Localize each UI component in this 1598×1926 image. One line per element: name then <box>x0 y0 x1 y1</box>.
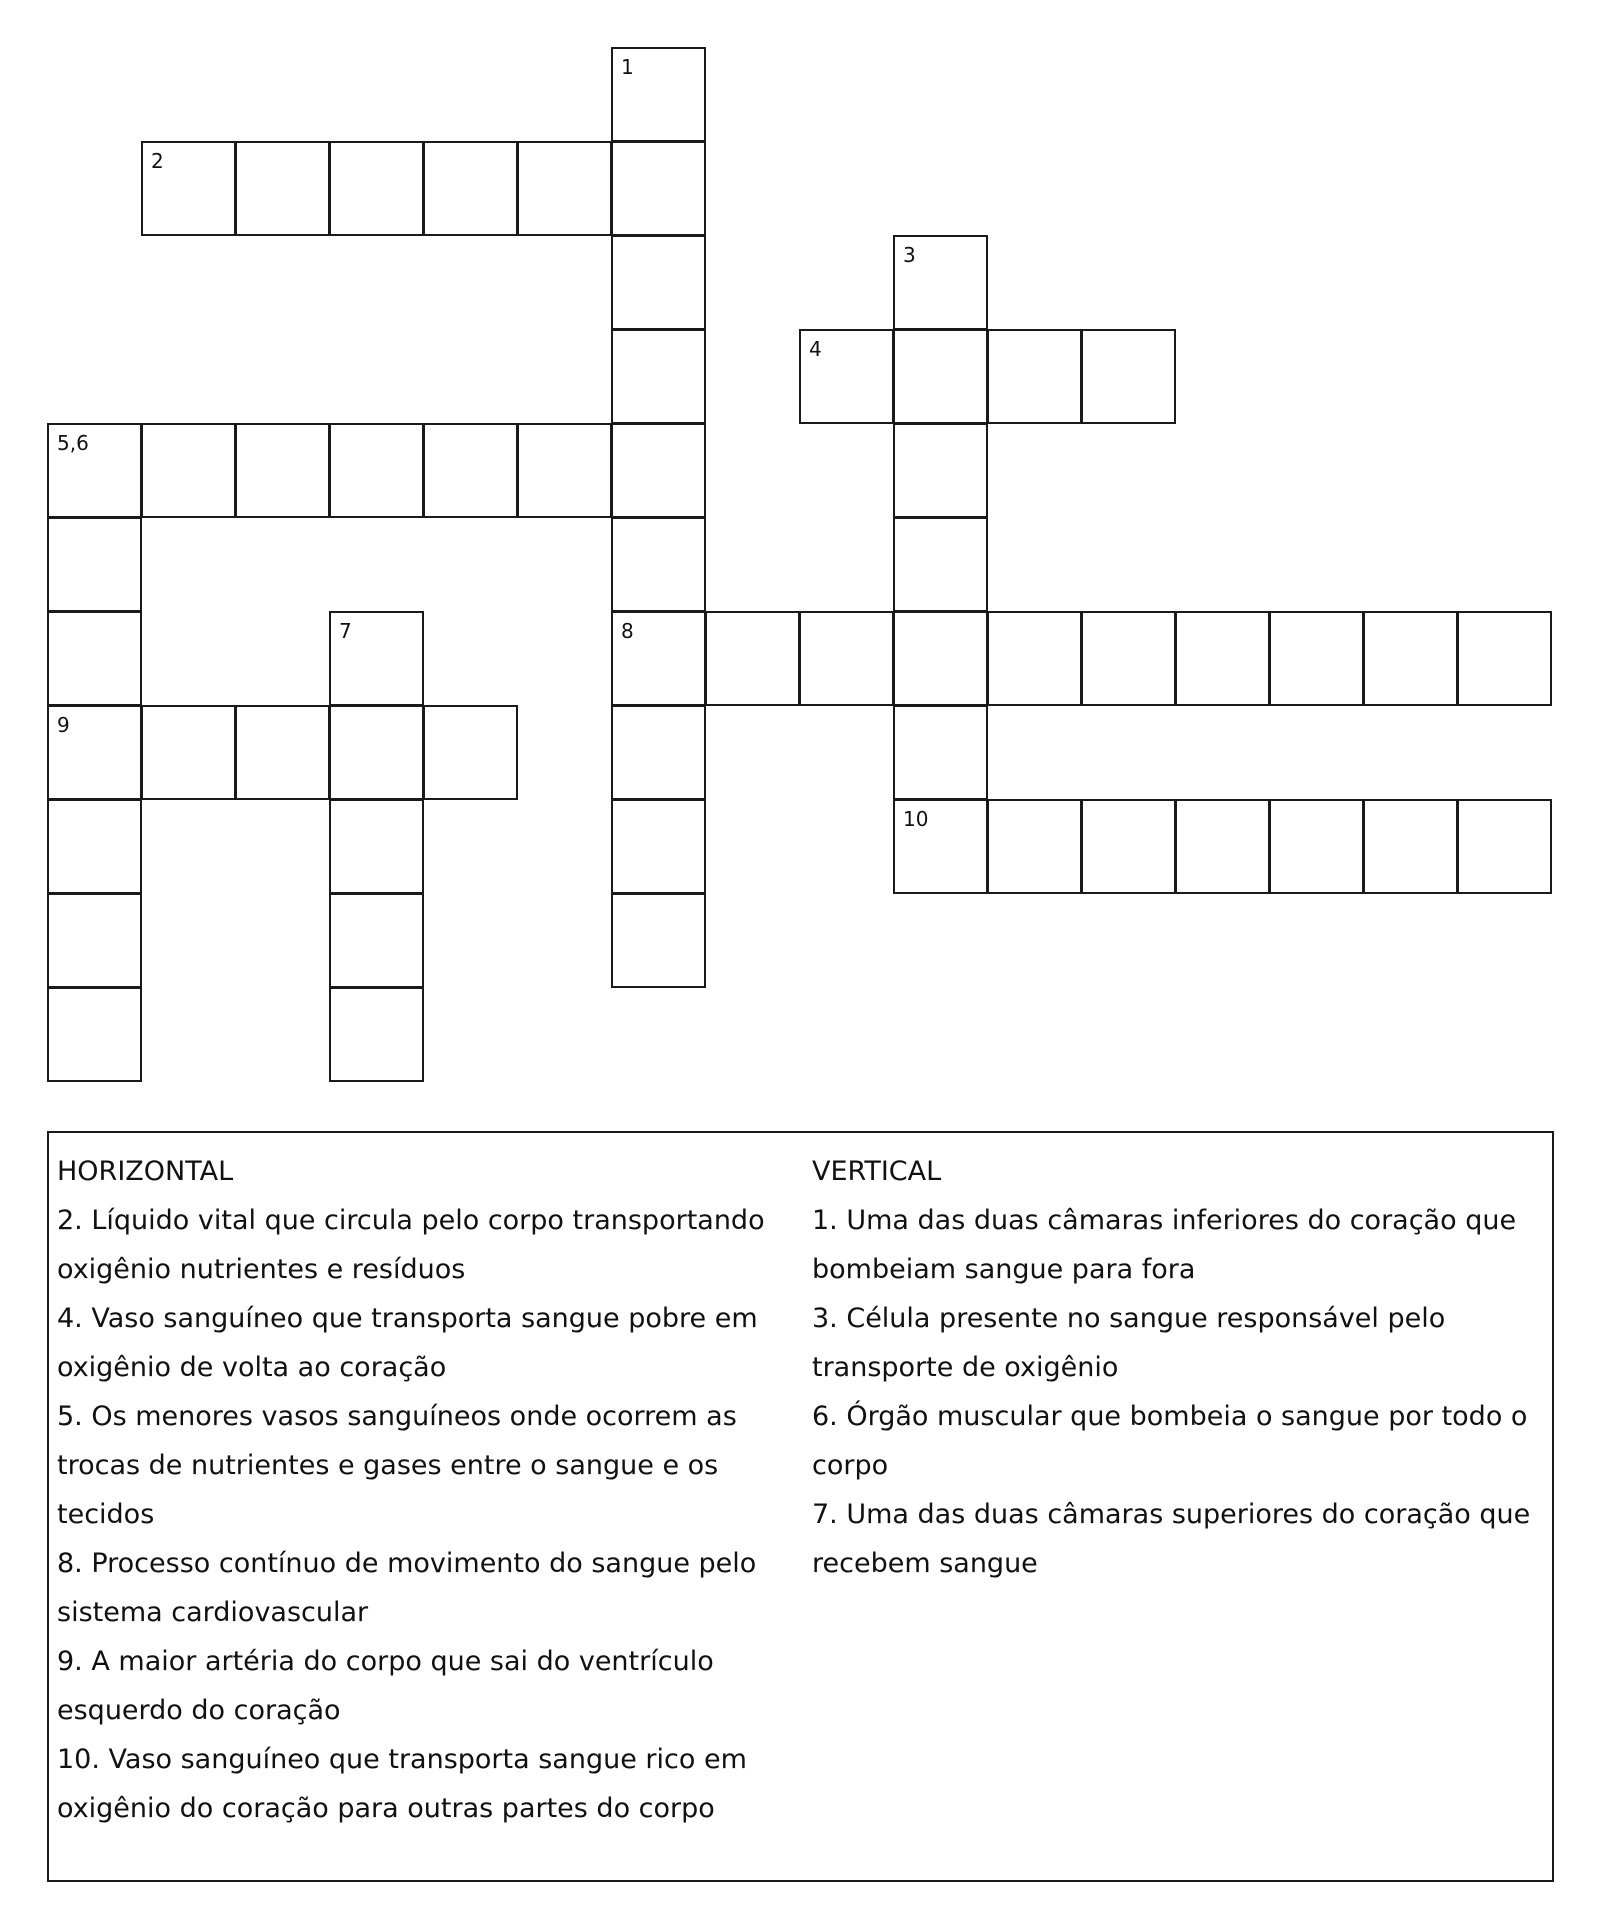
crossword-cell[interactable] <box>141 141 236 236</box>
clue-number: 3 <box>903 243 916 267</box>
crossword-cell[interactable] <box>1457 611 1552 706</box>
crossword-cell[interactable] <box>423 141 518 236</box>
crossword-cell[interactable] <box>47 423 142 518</box>
crossword-cell[interactable] <box>893 329 988 424</box>
crossword-cell[interactable] <box>705 611 800 706</box>
crossword-cell[interactable] <box>329 705 424 800</box>
clue-horizontal-5: 5. Os menores vasos sanguíneos onde ocorrem as trocas de nutrientes e gases entre o sangue e os tecidos <box>57 1401 737 1530</box>
clue-horizontal-2: 2. Líquido vital que circula pelo corpo transportando oxigênio nutrientes e resíduos <box>57 1205 765 1285</box>
crossword-cell[interactable] <box>329 987 424 1082</box>
crossword-cell[interactable] <box>1081 611 1176 706</box>
crossword-cell[interactable] <box>987 611 1082 706</box>
crossword-cell[interactable] <box>329 893 424 988</box>
crossword-cell[interactable] <box>799 329 894 424</box>
crossword-cell[interactable] <box>1175 611 1270 706</box>
crossword-cell[interactable] <box>611 47 706 142</box>
crossword-cell[interactable] <box>611 517 706 612</box>
crossword-cell[interactable] <box>141 705 236 800</box>
crossword-cell[interactable] <box>893 799 988 894</box>
clue-number: 2 <box>151 149 164 173</box>
crossword-cell[interactable] <box>893 611 988 706</box>
crossword-cell[interactable] <box>47 705 142 800</box>
crossword-cell[interactable] <box>517 423 612 518</box>
crossword-cell[interactable] <box>1269 611 1364 706</box>
crossword-cell[interactable] <box>329 611 424 706</box>
crossword-cell[interactable] <box>47 893 142 988</box>
clues-box <box>47 1131 1554 1882</box>
clue-number: 5,6 <box>57 431 89 455</box>
crossword-cell[interactable] <box>329 141 424 236</box>
crossword-cell[interactable] <box>987 329 1082 424</box>
crossword-cell[interactable] <box>611 141 706 236</box>
clue-vertical-3: 3. Célula presente no sangue responsável pelo transporte de oxigênio <box>812 1303 1446 1383</box>
crossword-cell[interactable] <box>893 517 988 612</box>
vertical-clues <box>812 1147 1542 1588</box>
crossword-cell[interactable] <box>141 423 236 518</box>
crossword-cell[interactable] <box>893 235 988 330</box>
crossword-cell[interactable] <box>329 799 424 894</box>
crossword-cell[interactable] <box>235 423 330 518</box>
crossword-cell[interactable] <box>1363 799 1458 894</box>
crossword-cell[interactable] <box>1457 799 1552 894</box>
clue-horizontal-4: 4. Vaso sanguíneo que transporta sangue pobre em oxigênio de volta ao coração <box>57 1303 758 1383</box>
horizontal-clues <box>57 1147 787 1833</box>
crossword-cell[interactable] <box>47 799 142 894</box>
crossword-cell[interactable] <box>47 987 142 1082</box>
crossword-cell[interactable] <box>1081 329 1176 424</box>
clue-number: 4 <box>809 337 822 361</box>
crossword-cell[interactable] <box>893 705 988 800</box>
crossword-cell[interactable] <box>611 893 706 988</box>
clue-number: 1 <box>621 55 634 79</box>
crossword-cell[interactable] <box>423 705 518 800</box>
clue-vertical-7: 7. Uma das duas câmaras superiores do coração que recebem sangue <box>812 1499 1531 1579</box>
crossword-cell[interactable] <box>611 423 706 518</box>
crossword-cell[interactable] <box>611 235 706 330</box>
crossword-cell[interactable] <box>799 611 894 706</box>
crossword-cell[interactable] <box>1081 799 1176 894</box>
crossword-cell[interactable] <box>47 517 142 612</box>
clue-number: 8 <box>621 619 634 643</box>
crossword-cell[interactable] <box>1363 611 1458 706</box>
crossword-cell[interactable] <box>1175 799 1270 894</box>
crossword-cell[interactable] <box>987 799 1082 894</box>
crossword-cell[interactable] <box>611 799 706 894</box>
clue-number: 7 <box>339 619 352 643</box>
clue-horizontal-9: 9. A maior artéria do corpo que sai do ventrículo esquerdo do coração <box>57 1646 714 1726</box>
clue-number: 10 <box>903 807 929 831</box>
crossword-cell[interactable] <box>1269 799 1364 894</box>
crossword-cell[interactable] <box>235 705 330 800</box>
crossword-cell[interactable] <box>893 423 988 518</box>
crossword-cell[interactable] <box>611 705 706 800</box>
crossword-cell[interactable] <box>47 611 142 706</box>
crossword-cell[interactable] <box>329 423 424 518</box>
crossword-cell[interactable] <box>423 423 518 518</box>
horizontal-heading: HORIZONTAL <box>57 1156 234 1187</box>
clue-vertical-1: 1. Uma das duas câmaras inferiores do coração que bombeiam sangue para fora <box>812 1205 1517 1285</box>
clue-vertical-6: 6. Órgão muscular que bombeia o sangue por todo o corpo <box>812 1401 1528 1481</box>
crossword-cell[interactable] <box>517 141 612 236</box>
vertical-heading: VERTICAL <box>812 1156 942 1187</box>
crossword-cell[interactable] <box>611 329 706 424</box>
clue-number: 9 <box>57 713 70 737</box>
crossword-cell[interactable] <box>611 611 706 706</box>
crossword-cell[interactable] <box>235 141 330 236</box>
clue-horizontal-8: 8. Processo contínuo de movimento do sangue pelo sistema cardiovascular <box>57 1548 757 1628</box>
clue-horizontal-10: 10. Vaso sanguíneo que transporta sangue rico em oxigênio do coração para outras partes do corpo <box>57 1744 747 1824</box>
